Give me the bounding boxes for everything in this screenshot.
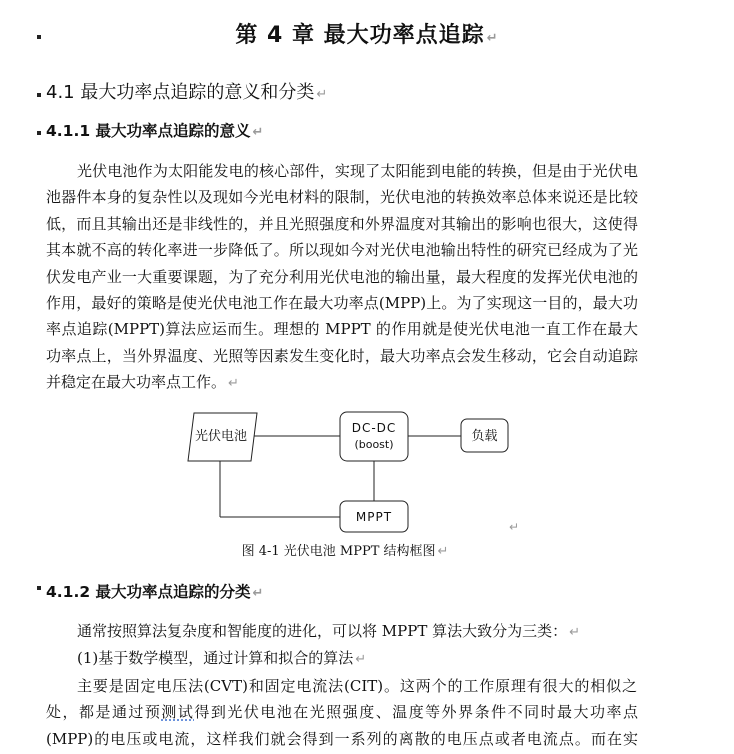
dcdc-sub-label: (boost) [354,438,394,451]
body-line-3: (MPP)的电压或电流，这样我们就会得到一系列的离散的电压点或者电流点。而在实 [46,730,638,748]
body-line-2: 处，都是通过预测试得到光伏电池在光照强度、温度等外界条件不同时最大功率点 [46,703,638,721]
mppt-label: MPPT [355,510,393,524]
heading-bullet [37,131,41,135]
section-heading-4-1-1: 4.1.1 最大功率点追踪的意义 ↵ [46,122,264,140]
proofing-mark: 测试 [161,703,195,721]
section-heading-4-1-2: 4.1.2 最大功率点追踪的分类 ↵ [46,583,264,601]
chapter-title: 第 4 章 最大功率点追踪 ↵ [235,23,499,48]
heading-bullet [37,93,41,97]
load-label: 负载 [471,429,498,444]
figure-4-1-diagram [0,405,734,535]
classification-item-1: (1)基于数学模型，通过计算和拟合的算法 ↵ [77,649,367,667]
dcdc-label: DC-DC [351,421,397,435]
figure-return-mark: ↵ [509,520,520,534]
heading-bullet [37,586,41,590]
dcdc-block [340,412,408,461]
classification-intro: 通常按照算法复杂度和智能度的进化，可以将 MPPT 算法大致分为三类： ↵ [77,622,580,640]
paragraph-mppt-significance: 光伏电池作为太阳能发电的核心部件，实现了太阳能到电能的转换，但是由于光伏电池器件本身的复杂性以及现如今光电材料的限制，光伏电池的转换效率总体来说还是比较低，而且其输出还是非线性的，并且光照强度和外界温度对其输出的影响也很大，这使得其本就不高的转化率进一步降低了。所以现如今对光伏电池输出特性的研究已经成为了光伏发电产业一大重要课题，为了充分利用光伏电池的输出量，最大程度的发挥光伏电池的作用，最好的策略是使光伏电池工作在最大功率点(MPP)上。为了实现这一目的，最大功率点追踪(MPPT)算法应运而生。理想的 MPPT 的作用就是使光伏电池一直工作在最大功率点上，当外界温度、光照等因素发生变化时，最大功率点会发生移动，它会自动追踪并稳定在最大功率点工作。 ↵ [46,162,638,392]
pv-cell-label: 光伏电池 [194,429,248,444]
figure-caption: 图 4-1 光伏电池 MPPT 结构框图 ↵ [241,544,449,559]
section-heading-4-1: 4.1 最大功率点追踪的意义和分类 ↵ [46,82,328,103]
body-line-1: 主要是固定电压法(CVT)和固定电流法(CIT)。这两个的工作原理有很大的相似之 [77,677,637,695]
